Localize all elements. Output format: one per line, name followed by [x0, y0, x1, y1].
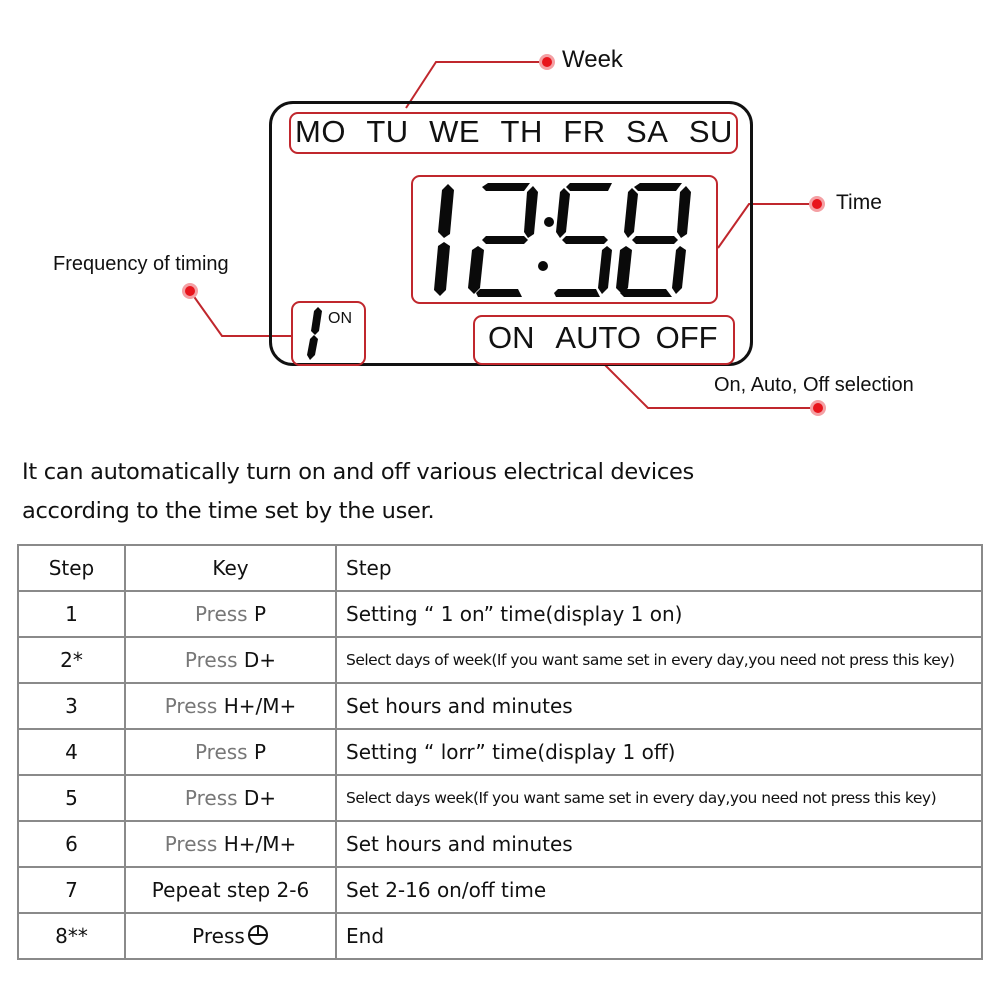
press-label: Press [164, 832, 224, 856]
table-row [18, 867, 982, 913]
description-line-1: It can automatically turn on and off various electrical devices [22, 459, 694, 485]
step-description: End [336, 913, 982, 959]
key-cell [125, 821, 336, 867]
mode-on: ON [488, 320, 535, 355]
key-cell [125, 867, 336, 913]
table-header-row [18, 545, 982, 591]
step-number: 1 [18, 591, 125, 637]
week-callout-label: Week [562, 46, 623, 73]
mode-off: OFF [655, 320, 718, 355]
frequency-on-indicator: ON [328, 310, 352, 327]
frequency-callout-label: Frequency of timing [53, 253, 229, 275]
clock-icon [247, 924, 269, 946]
step-description: Select days of week(If you want same set in every day,you need not press this key) [336, 637, 982, 683]
key-cell [125, 913, 336, 959]
week-days-row [291, 111, 737, 153]
steps-table [17, 544, 983, 960]
step-description: Select days week(If you want same set in every day,you need not press this key) [336, 775, 982, 821]
header-description: Step [336, 545, 982, 591]
key-name: D+ [243, 786, 277, 810]
description-line-2: according to the time set by the user. [22, 498, 435, 524]
step-number: 4 [18, 729, 125, 775]
day-tu: TU [366, 114, 409, 149]
table-row [18, 683, 982, 729]
key-name: Pepeat step 2-6 [151, 878, 310, 902]
step-description: Setting “ lorr” time(display 1 off) [336, 729, 982, 775]
key-cell [125, 637, 336, 683]
press-label: Press [194, 602, 254, 626]
mode-auto: AUTO [555, 320, 641, 355]
table-row [18, 637, 982, 683]
step-number: 8** [18, 913, 125, 959]
key-name: P [253, 740, 267, 764]
key-name: D+ [243, 648, 277, 672]
day-th: TH [500, 114, 543, 149]
day-mo: MO [295, 114, 346, 149]
step-number: 6 [18, 821, 125, 867]
day-sa: SA [626, 114, 669, 149]
press-label: Press [164, 694, 224, 718]
table-row [18, 591, 982, 637]
step-number: 7 [18, 867, 125, 913]
step-description: Set 2-16 on/off time [336, 867, 982, 913]
mode-callout-label: On, Auto, Off selection [714, 374, 914, 396]
step-number: 3 [18, 683, 125, 729]
day-we: WE [429, 114, 481, 149]
key-name: Press [192, 924, 245, 948]
step-description: Setting “ 1 on” time(display 1 on) [336, 591, 982, 637]
key-cell [125, 729, 336, 775]
press-label: Press [194, 740, 254, 764]
step-number: 2* [18, 637, 125, 683]
table-row [18, 821, 982, 867]
step-number: 5 [18, 775, 125, 821]
description-text [22, 453, 694, 531]
key-name: P [253, 602, 267, 626]
step-description: Set hours and minutes [336, 683, 982, 729]
mode-selection-row [488, 320, 732, 356]
frequency-digit [298, 305, 328, 361]
seven-segment-time-display [418, 180, 713, 300]
press-label: Press [184, 786, 244, 810]
step-description: Set hours and minutes [336, 821, 982, 867]
table-row [18, 729, 982, 775]
table-row [18, 775, 982, 821]
key-name: H+/M+ [223, 832, 297, 856]
day-fr: FR [563, 114, 606, 149]
table-row [18, 913, 982, 959]
time-callout-label: Time [836, 191, 882, 214]
header-key: Key [125, 545, 336, 591]
key-cell [125, 591, 336, 637]
press-label: Press [184, 648, 244, 672]
key-name: H+/M+ [223, 694, 297, 718]
day-su: SU [688, 114, 733, 149]
key-cell [125, 683, 336, 729]
header-step: Step [18, 545, 125, 591]
key-cell [125, 775, 336, 821]
